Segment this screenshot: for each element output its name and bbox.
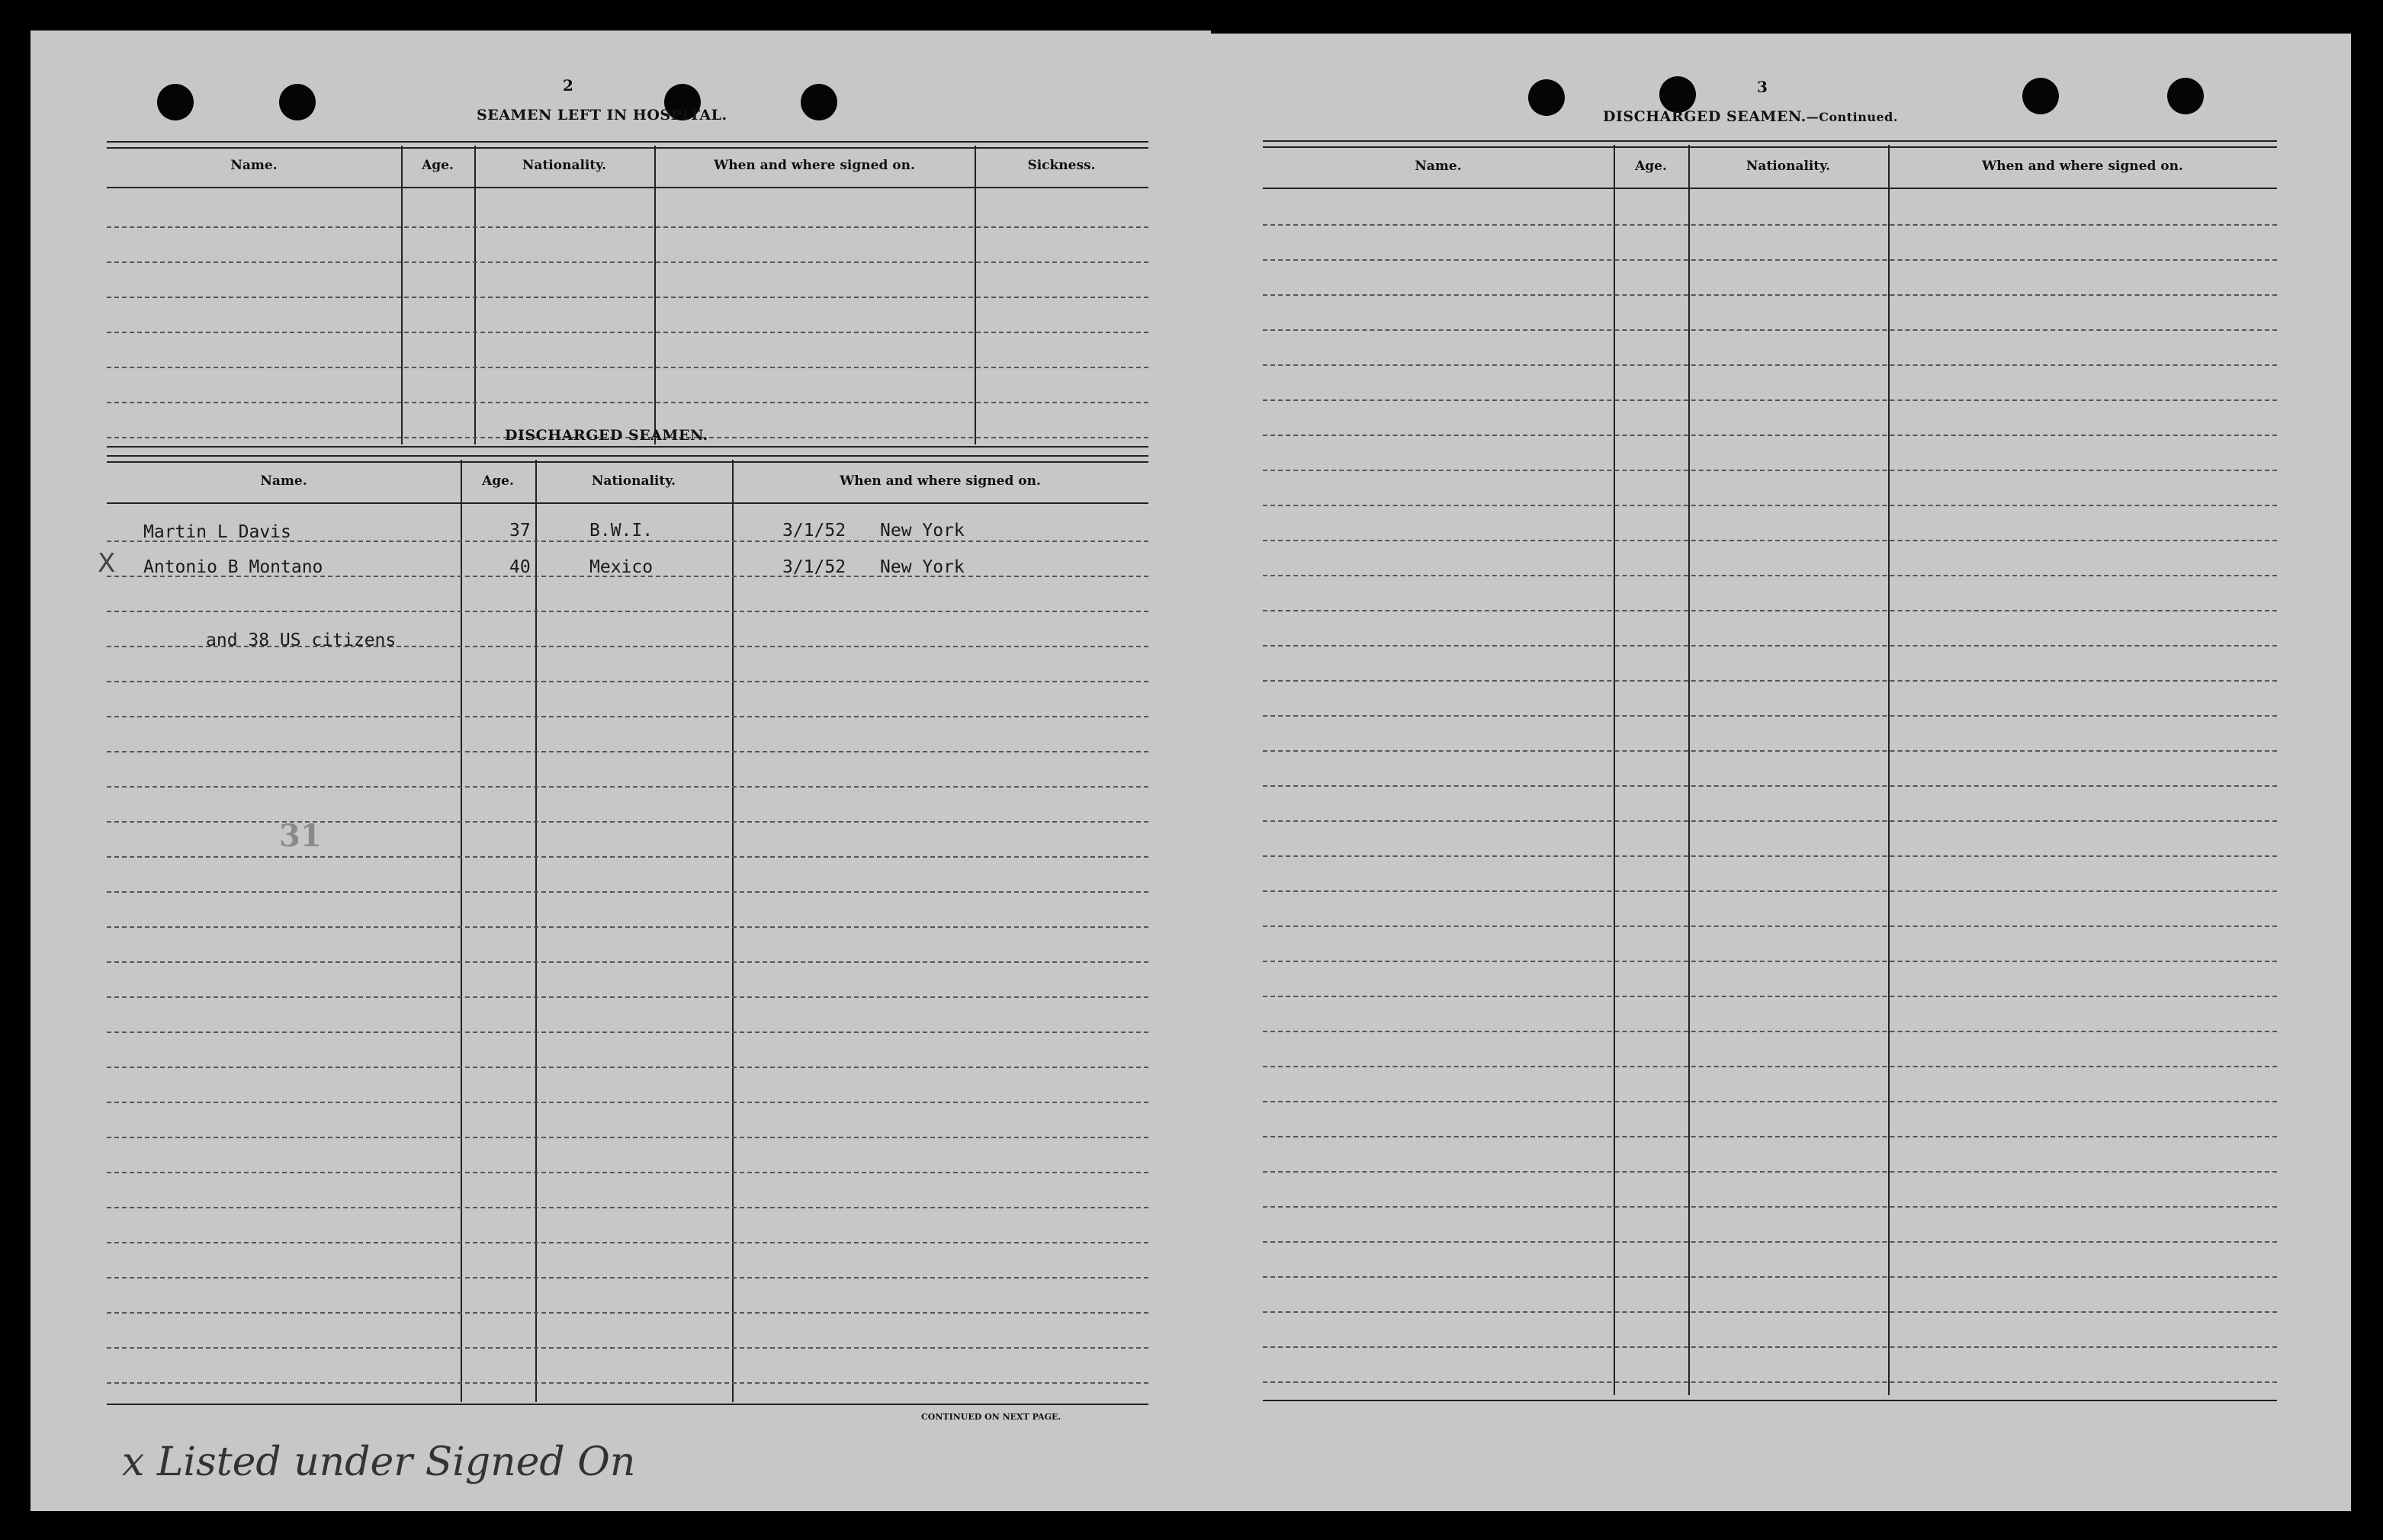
punch-hole	[157, 84, 194, 120]
header-nationality: Nationality.	[591, 473, 676, 489]
hospital-section-title: SEAMEN LEFT IN HOSPITAL.	[477, 107, 727, 124]
row-signed-date: 3/1/52	[782, 521, 846, 541]
row-age: 37	[509, 521, 531, 541]
header-nationality: Nationality.	[522, 158, 607, 173]
hospital-table	[107, 141, 1148, 454]
faint-stamp: 31	[279, 818, 322, 854]
row-name: Antonio B Montano	[143, 557, 323, 577]
header-signed-on: When and where signed on.	[714, 158, 915, 173]
row-mark: X	[98, 548, 116, 579]
header-age: Age.	[482, 473, 514, 489]
page-number: 3	[1757, 78, 1768, 96]
continued-note: CONTINUED ON NEXT PAGE.	[921, 1412, 1061, 1422]
punch-hole	[1528, 79, 1565, 116]
discharged-continued-table	[1263, 140, 2277, 1445]
header-name: Name.	[230, 158, 278, 173]
title-text: DISCHARGED SEAMEN.	[1603, 108, 1807, 125]
discharged-table	[98, 455, 1148, 1439]
citizens-note: and 38 US citizens	[206, 630, 397, 650]
row-name: Martin L Davis	[143, 522, 291, 542]
row-age: 40	[509, 557, 531, 577]
header-age: Age.	[1635, 159, 1667, 174]
row-signed-place: New York	[880, 521, 965, 541]
left-page	[31, 30, 1211, 1511]
header-signed-on: When and where signed on.	[1982, 159, 2183, 174]
row-nationality: B.W.I.	[589, 521, 654, 541]
title-suffix: —Continued.	[1806, 110, 1898, 124]
right-page	[1211, 34, 2351, 1511]
punch-hole	[2167, 78, 2204, 114]
page-number: 2	[563, 76, 573, 95]
header-name: Name.	[1415, 159, 1462, 174]
row-nationality: Mexico	[589, 557, 654, 577]
header-age: Age.	[422, 158, 454, 173]
row-signed-place: New York	[880, 557, 965, 577]
punch-hole	[801, 84, 837, 120]
header-signed-on: When and where signed on.	[840, 473, 1041, 489]
punch-hole	[2022, 78, 2059, 114]
punch-hole	[279, 84, 316, 120]
punch-hole	[1659, 76, 1696, 113]
header-name: Name.	[260, 473, 307, 489]
header-sickness: Sickness.	[1027, 158, 1096, 173]
header-nationality: Nationality.	[1745, 159, 1831, 174]
discharged-section-title: DISCHARGED SEAMEN.	[505, 427, 708, 444]
discharged-continued-title	[1603, 108, 1898, 125]
row-signed-date: 3/1/52	[782, 557, 846, 577]
handwritten-note: x Listed under Signed On	[122, 1439, 636, 1485]
